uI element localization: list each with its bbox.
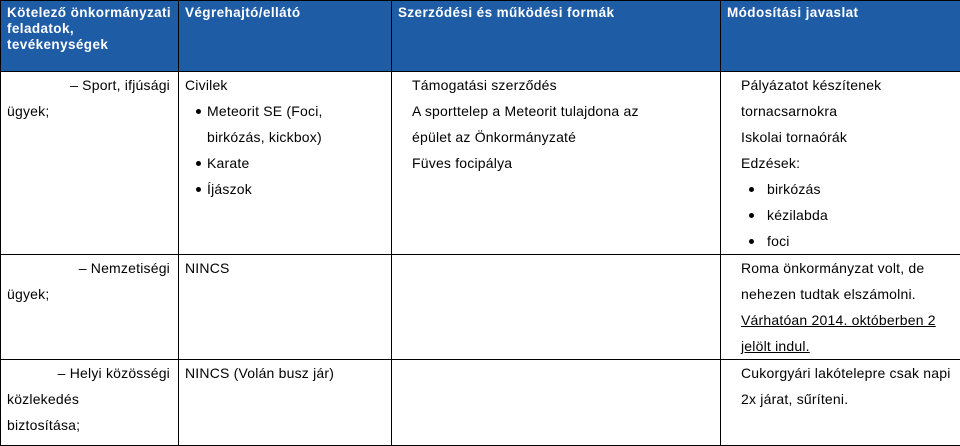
- header-row: [1, 1, 960, 72]
- form-line: A sporttelep a Meteorit tulajdona az: [392, 98, 720, 124]
- proposal-line: tornacsarnokra: [721, 98, 960, 124]
- proposal-line: Pályázatot készítenek: [721, 72, 960, 98]
- proposal-line: Várhatóan 2014. októberben 2: [721, 307, 960, 333]
- proposal-line: Iskolai tornaórák: [721, 124, 960, 150]
- proposal-line: 2x járat, sűríteni.: [721, 386, 960, 412]
- header-proposal: Módosítási javaslat: [721, 1, 960, 72]
- proposal-cell: [721, 360, 960, 446]
- task-cell: [1, 360, 179, 446]
- header-forms: Szerződési és működési formák: [392, 1, 721, 72]
- header-tasks: Kötelező önkormányzati feladatok, tevékenységek: [1, 1, 179, 72]
- form-title: Támogatási szerződés: [392, 72, 720, 98]
- executor-value: NINCS (Volán busz jár): [179, 360, 391, 386]
- proposal-cell: [721, 255, 960, 360]
- form-line: Füves focipálya: [392, 150, 720, 176]
- proposal-item: foci: [721, 228, 960, 254]
- task-line: – Helyi közösségi: [1, 360, 178, 386]
- task-line: – Nemzetiségi: [1, 255, 178, 281]
- executor-item: Karate: [179, 150, 391, 176]
- task-line: biztosítása;: [1, 412, 178, 438]
- proposal-line: Edzések:: [721, 150, 960, 176]
- form-cell: [392, 72, 721, 255]
- task-line: ügyek;: [1, 98, 178, 124]
- proposal-item: birkózás: [721, 176, 960, 202]
- proposal-line: nehezen tudtak elszámolni.: [721, 281, 960, 307]
- task-cell: [1, 255, 179, 360]
- proposal-line: Cukorgyári lakótelepre csak napi: [721, 360, 960, 386]
- proposal-line: jelölt indul.: [721, 333, 960, 359]
- proposal-line: Roma önkormányzat volt, de: [721, 255, 960, 281]
- table-row: [1, 360, 960, 446]
- table-row: [1, 255, 960, 360]
- executor-item-cont: birkózás, kickbox): [179, 124, 391, 150]
- proposal-cell: [721, 72, 960, 255]
- executor-item: Meteorit SE (Foci,: [179, 98, 391, 124]
- executor-cell: [179, 72, 392, 255]
- executor-item: Íjászok: [179, 176, 391, 202]
- proposal-item: kézilabda: [721, 202, 960, 228]
- table-row: [1, 72, 960, 255]
- form-cell: [392, 360, 721, 446]
- header-executor: Végrehajtó/ellátó: [179, 1, 392, 72]
- executor-title: Civilek: [179, 72, 391, 98]
- executor-cell: [179, 360, 392, 446]
- form-cell: [392, 255, 721, 360]
- task-line: közlekedés: [1, 386, 178, 412]
- executor-value: NINCS: [179, 255, 391, 281]
- executor-cell: [179, 255, 392, 360]
- task-cell: [1, 72, 179, 255]
- task-line: – Sport, ifjúsági: [1, 72, 178, 98]
- task-line: ügyek;: [1, 281, 178, 307]
- form-line: épület az Önkormányzaté: [392, 124, 720, 150]
